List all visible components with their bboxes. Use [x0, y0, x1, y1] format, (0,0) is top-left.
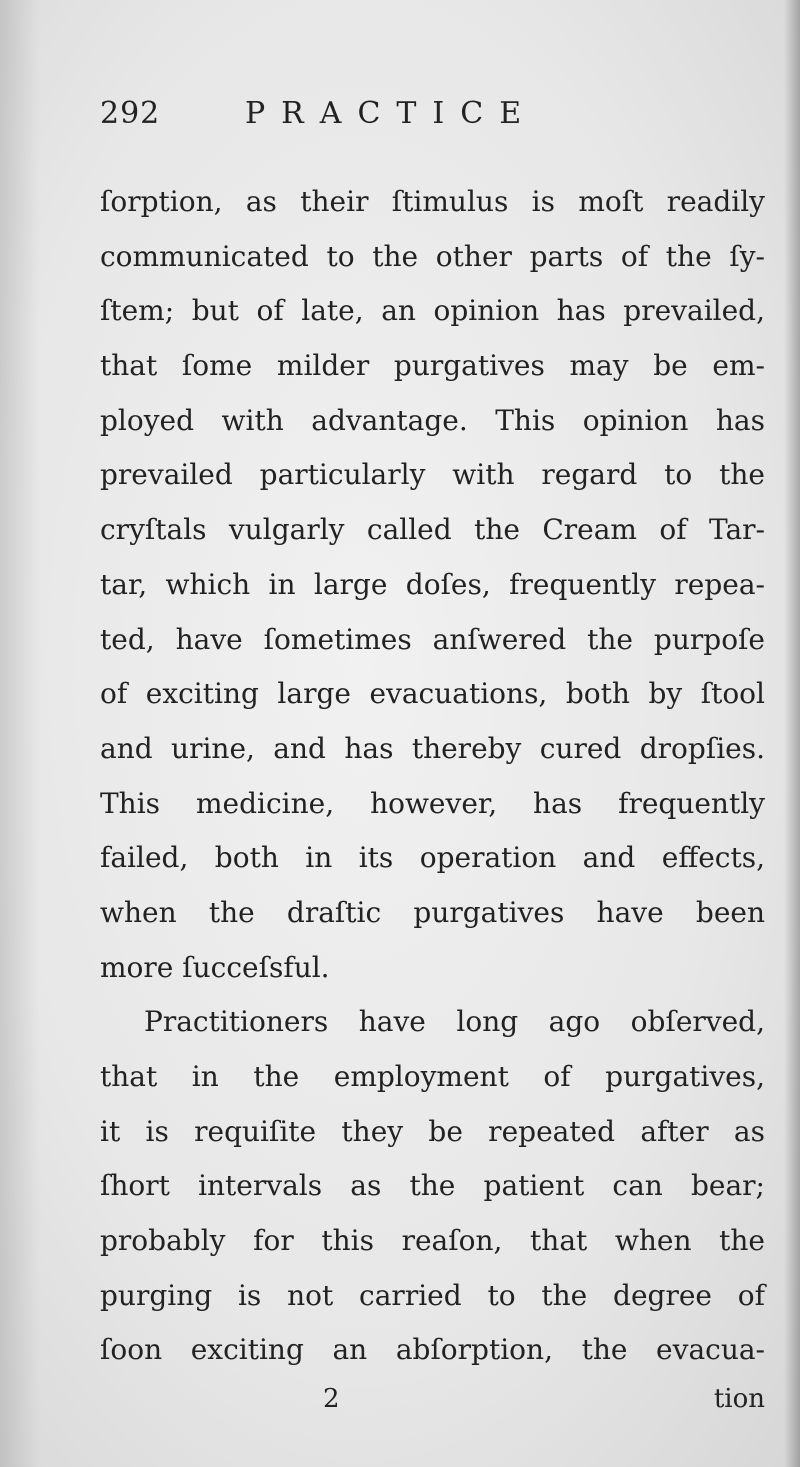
text-line: that in the employment of purgatives, — [100, 1060, 765, 1093]
text-line: ſhort intervals as the patient can bear; — [100, 1169, 765, 1203]
body-text — [100, 175, 765, 1378]
gutter-shadow — [0, 0, 40, 1467]
edge-shadow — [784, 0, 800, 1467]
text-line: of exciting large evacuations, both by ſtool — [100, 677, 765, 711]
text-line: This medicine, however, has frequently — [100, 786, 765, 820]
text-line: ſoon exciting an abſorption, the evacua- — [100, 1333, 765, 1367]
text-line: ted, have ſometimes anſwered the purpoſe — [100, 622, 765, 656]
catchword: tion — [713, 1384, 765, 1414]
page-number: 292 — [100, 96, 161, 131]
text-line: tar, which in large doſes, frequently repea- — [100, 567, 765, 601]
text-line: failed, both in its operation and effects, — [100, 841, 765, 875]
text-line: communicated to the other parts of the ſy- — [100, 239, 765, 273]
page-footer — [100, 1384, 765, 1424]
text-line: purging is not carried to the degree of — [100, 1278, 765, 1312]
text-line: when the draſtic purgatives have been — [100, 895, 765, 929]
paragraph-end-line: more ſucceſsful. — [100, 950, 330, 984]
paragraph-first-line: Practitioners have long ago obſerved, — [144, 1005, 765, 1039]
text-line: probably for this reaſon, that when the — [100, 1224, 765, 1258]
signature-mark: 2 — [323, 1384, 340, 1414]
text-line: ſtem; but of late, an opinion has prevailed, — [100, 294, 765, 328]
text-line: and urine, and has thereby cured dropſies. — [100, 731, 765, 765]
page-header — [100, 96, 660, 146]
text-line: it is requiſite they be repeated after as — [100, 1114, 765, 1148]
text-line: ployed with advantage. This opinion has — [100, 403, 765, 437]
text-line: that ſome milder purgatives may be em- — [100, 349, 765, 383]
text-line: prevailed particularly with regard to the — [100, 458, 765, 492]
running-head: PRACTICE — [245, 96, 538, 131]
text-line: cryſtals vulgarly called the Cream of Tar- — [100, 513, 765, 547]
text-line: ſorption, as their ſtimulus is moſt readily — [100, 185, 765, 218]
